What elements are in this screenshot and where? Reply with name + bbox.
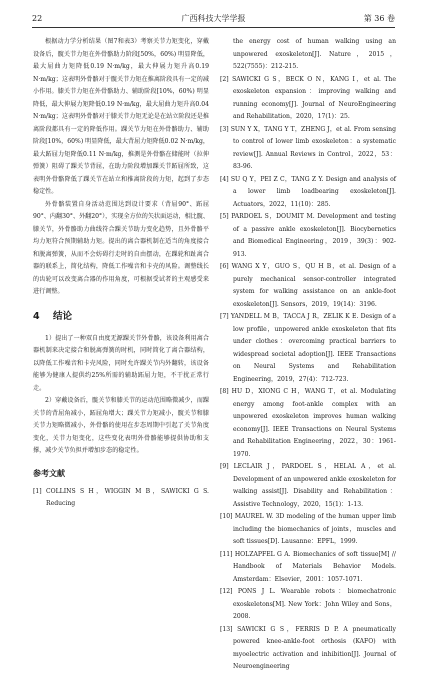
reference-item: [7] YANDELL M B，TACCA J R，ZELIK K E. Design of a low profile，unpowered ankle exoskeleton that fits under clothes：overcoming practical barriers to widespread societal adoption[J]. IEEE Transactions on Neural Systems and Rehabilitation Engineering，2019，27(4)：712-723. [220,313,396,383]
reference-item: [6] WANG X Y，GUO S，QU H B，et al. Design of a purely mechanical sensor-controller integrated system for walking assistance on an ankle-foot exoskeleton[J]. Sensors，2019，19(14)：3196. [220,263,396,308]
left-column [33,36,209,591]
reference-item: [3] SUN Y X，TANG Y T，ZHENG J，et al. From sensing to control of lower limb exoskeleton：a systematic review[J]. Annual Reviews in Control，2022，53：83-96. [220,125,396,170]
conclusion-item-1: 1）提出了一种双自由度无源踝关节外骨骼，该设备利用离合器机制来决定接合和脱离弹簧的时机，同时简化了离合器结构，以降低工作噪音和卡壳风险，同时允许踝关节内外翻转，该设备能够为健康人提供约25%所需的辅助跖屈力矩，不干扰正常行走。 [33,334,209,392]
reference-item-1-continued: the energy cost of human walking using an unpowered exoskeleton[J]. Nature，2015，522(7555)：212-215. [233,38,396,70]
conclusion-item-2: 2）穿戴设备后，髋关节和膝关节的运动范围略微减少，而踝关节的背屈角减小，跖屈角增大；踝关节力矩减小，髋关节和膝关节力矩略微减小，外骨骼的使用在步态周期中引起了关节角度变化，关节力矩变化，这些变化表明外骨骼能够提供协助和支撑，减少关节负担并增加步态的稳定性。 [33,397,209,454]
page-number: 22 [32,14,43,23]
right-column [220,36,396,670]
reference-item: [8] HU D，XIONG C H，WANG T，et al. Modulating energy among foot-ankle complex with an unpowered exoskeleton improves human walking economy[J]. IEEE Transactions on Neural Systems and Rehabilitation Engineering，2022，30：1961-1970. [220,388,396,458]
paragraph-dynamics: 根据动力学分析结果（图7和表3）考察关节力矩变化，穿戴设备后，髋关节力矩在外骨骼助力阶段[50%，60%) 明显降低，最大屈曲力矩降低0.19 N·m/kg，最大伸展力矩升高0.19 N·m/kg；这表明外骨骼对于髋关节力矩在推离阶段具有一定的减小作用。膝关节力矩在外骨骼助力、辅助阶段[10%，60%) 明显降低，最大伸展力矩降低0.19 N·m/kg，最大屈曲力矩升高0.04 N·m/kg；这表明外骨骼对于膝关节力矩无论是在站立阶段还是推离阶段都具有一定的降低作用。踝关节力矩在外骨骼助力、辅助阶段[10%，60%) 明显降低，最大背屈力矩降低0.02 N·m/kg，最大跖屈力矩降低0.11 N·m/kg，推测是外骨骼在储能时（拉伸弹簧）阻碍了踝关节背屈，在助力阶段增加踝关节跖屈所致，这表明外骨骼降低了踝关节在站立和推离阶段的力矩，起到了步态稳定性。 [33,38,209,195]
reference-item-1: [1] COLLINS S H，WIGGIN M B，SAWICKI G S. Reducing [33,487,209,507]
section-title: 结论 [53,310,73,322]
reference-item: [5] PARDOEL S，DOUMIT M. Development and testing of a passive ankle exoskeleton[J]. Biocybernetics and Biomedical Engineering，2019，39(3)：902-913. [220,213,396,258]
reference-item: [11] HOLZAPFEL G A. Biomechanics of soft tissue[M] // Handbook of Materials Behavior Models. Amsterdam：Elsevier，2001：1057-1071. [220,550,396,583]
volume-label: 第 36 卷 [363,14,395,23]
reference-item: [9] LECLAIR J，PARDOEL S，HELAL A，et al. Development of an unpowered ankle exoskeleton for walking assist[J]. Disability and Rehabilitation：Assistive Technology，2020，15(1)：1-13. [220,463,396,508]
paragraph-range-of-motion: 外骨骼装置自身活动范围达到设计要求（背屈90°、跖屈90°、内翻30°、外翻20°），实现全方位的矢状面运动，相比髋、膝关节，外骨骼助力曲线符合踝关节助力变化趋势，且外骨骼平均力矩符合预期辅助力矩。提出的离合器机制在适当的角度接合和脱离弹簧，从而不会妨碍行走时的自由摆动，在踝轮和趾离合器的联系上，简化结构，降低工作噪音和卡壳的风险。调整线长的齿轮可以改变离合器的作用角度，可根据受试者的主观感受来进行调整。 [33,200,209,295]
section-heading-conclusion [33,311,209,323]
journal-name: 广西科技大学学报 [181,14,246,23]
reference-item: [10] MAUREL W. 3D modeling of the human upper limb including the biomechanics of joints，muscles and soft tissues[D]. Lausanne：EPFL，1999. [220,513,396,545]
reference-item: [4] SU Q Y，PEI Z C，TANG Z Y. Design and analysis of a lower limb loadbearing exoskeleton[J]. Actuators，2022，11(10)：285. [220,175,396,208]
reference-item: [13] SAWICKI G S，FERRIS D P. A pneumatically powered knee-ankle-foot orthosis (KAFO) with myoelectric activation and inhibition[J]. Journal of Neuroengineering [220,625,396,670]
reference-item: [2] SAWICKI G S，BECK O N，KANG I，et al. The exoskeleton expansion：improving walking and running economy[J]. Journal of NeuroEngineering and Rehabilitation，2020，17(1)：25. [220,75,396,120]
running-header [32,13,395,28]
references-heading: 参考文献 [33,468,65,478]
reference-item: [12] PONS J L. Wearable robots：biomechatronic exoskeletons[M]. New York：John Wiley and Sons，2008. [220,588,396,620]
section-number: 4 [33,310,40,322]
